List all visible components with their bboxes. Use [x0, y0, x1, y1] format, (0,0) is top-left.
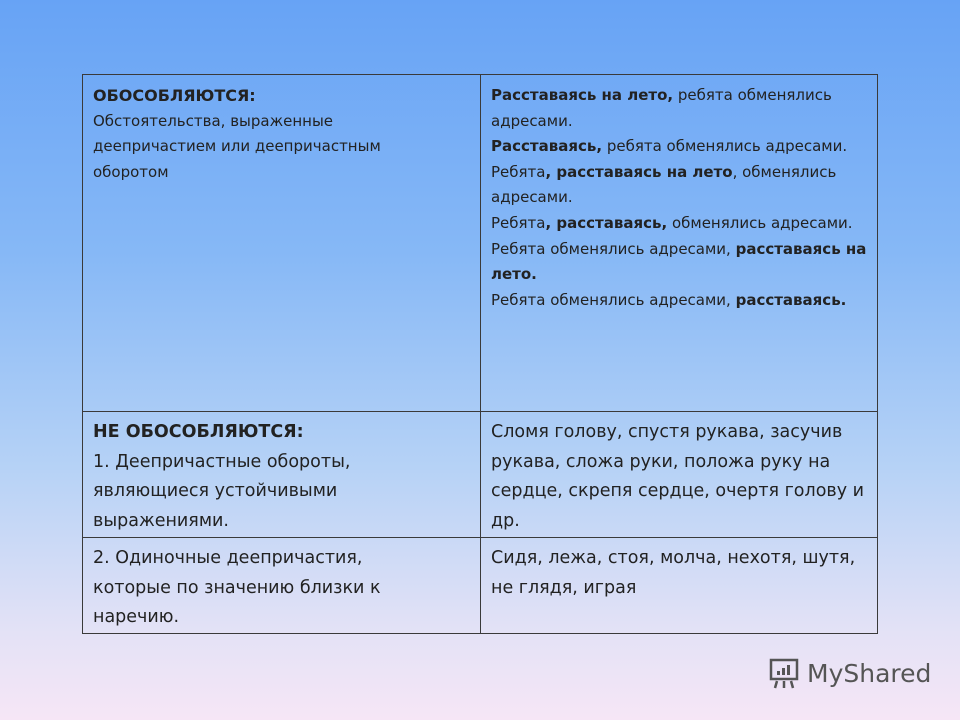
participle-phrase: расставаясь. — [735, 290, 847, 309]
rule-text: Обстоятельства, выраженные деепричастием или деепричастным оборотом — [93, 111, 381, 181]
example-sentence — [491, 288, 867, 314]
rule-text: 2. Одиночные деепричастия, которые по значению близки к наречию. — [93, 548, 381, 627]
watermark-text: MyShared — [807, 658, 932, 688]
participle-phrase: Расставаясь, — [491, 137, 603, 156]
cell-separated-rule — [83, 75, 481, 412]
example-sentence — [491, 134, 867, 160]
sentence-part: , обменялись адресами. — [491, 162, 837, 207]
cell-separated-examples — [481, 75, 877, 412]
watermark-logo — [767, 656, 931, 690]
sentence-part: ребята обменялись адресами. — [602, 137, 848, 156]
sentence-part: Ребята — [491, 162, 546, 181]
rule-text: 1. Деепричастные обороты, являющиеся устойчивыми выражениями. — [93, 451, 351, 531]
cell-not-separated-rule1 — [83, 412, 481, 538]
sentence-part: обменялись адресами. — [667, 213, 853, 232]
example-sentence — [491, 160, 867, 211]
examples-text: Сломя голову, спустя рукава, засучив рукава, сложа руки, положа руку на сердце, скрепя сердце, очертя голову и др. — [491, 422, 865, 531]
cell-idioms-examples — [481, 412, 877, 538]
cell-single-examples — [481, 538, 877, 633]
example-sentence — [491, 83, 867, 134]
sentence-part: ребята обменялись адресами. — [491, 86, 832, 130]
heading-separated: ОБОСОБЛЯЮТСЯ: — [93, 86, 256, 105]
heading-not-separated: НЕ ОБОСОБЛЯЮТСЯ: — [93, 422, 304, 442]
participle-phrase: , расставаясь на лето — [545, 162, 733, 181]
sentence-part: Ребята обменялись адресами, — [491, 239, 736, 258]
participle-phrase: Расставаясь на лето, — [491, 86, 674, 104]
participle-phrase: , расставаясь, — [545, 213, 668, 232]
presentation-board-icon — [767, 656, 801, 690]
sentence-part: Ребята — [491, 213, 546, 232]
cell-not-separated-rule2 — [83, 538, 481, 633]
example-sentence — [491, 211, 867, 237]
participle-phrase: расставаясь на лето. — [491, 239, 867, 284]
sentence-part: Ребята обменялись адресами, — [491, 290, 736, 309]
examples-text: Сидя, лежа, стоя, молча, нехотя, шутя, не глядя, играя — [491, 548, 856, 598]
example-sentence — [491, 237, 867, 288]
rules-table — [82, 74, 878, 634]
